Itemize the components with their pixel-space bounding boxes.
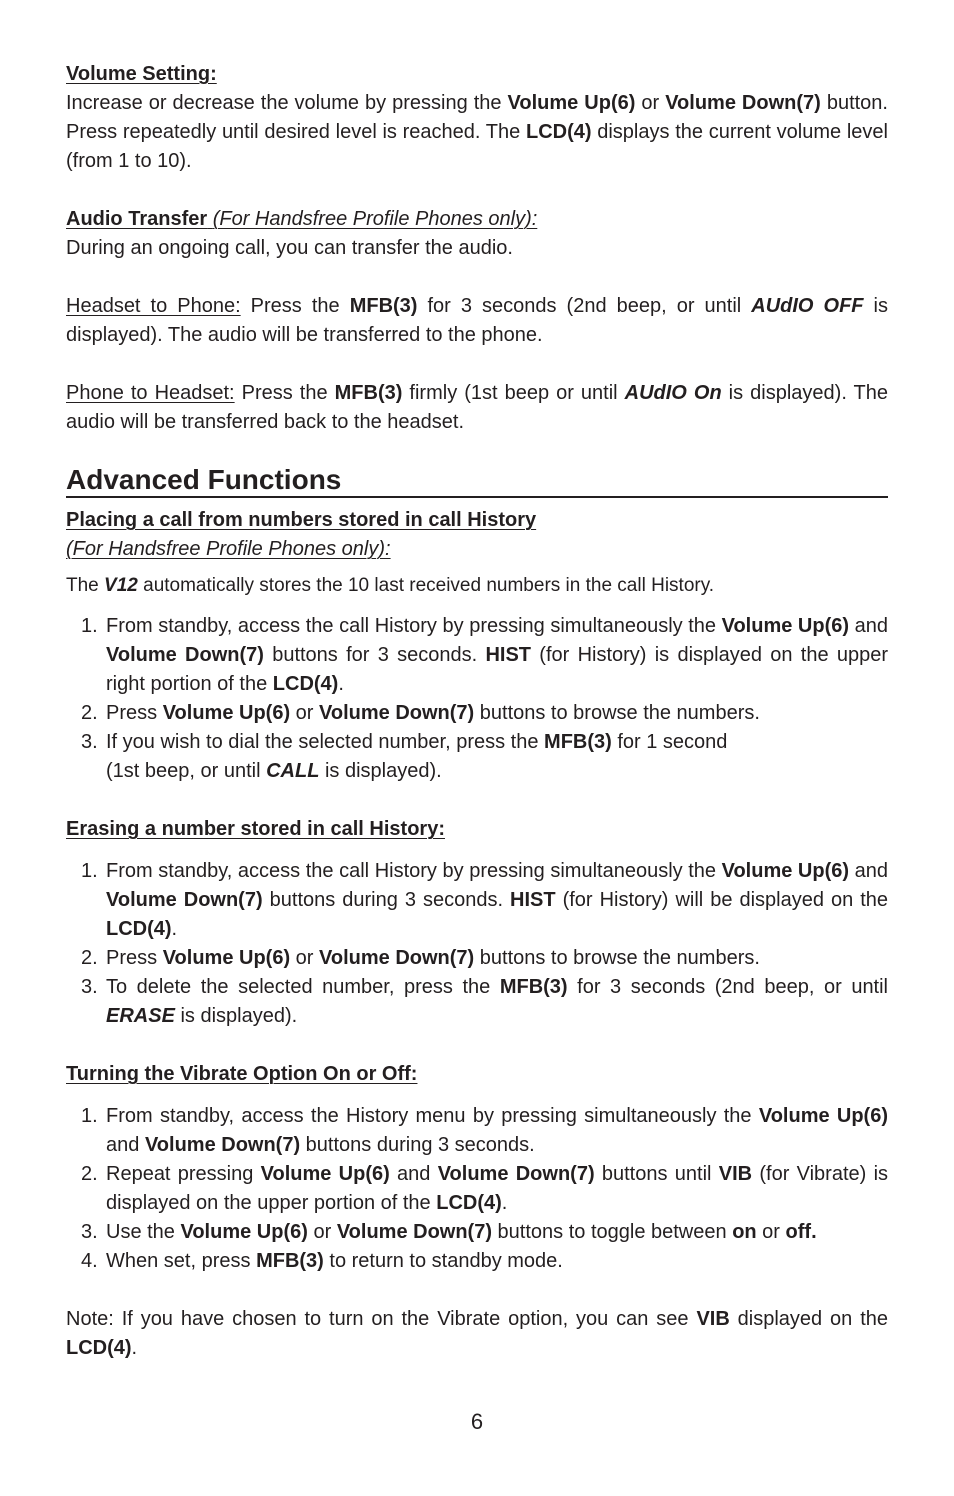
text-bold: Volume Up(6) [507, 92, 636, 114]
text: (for Vibrate) is displayed on the upper portion of the [106, 1163, 889, 1214]
text: (for History) will be displayed on the [555, 889, 889, 911]
text-bold: LCD(4) [525, 121, 592, 143]
text: From standby, access the History menu by pressing simultaneously the [106, 1105, 759, 1127]
list-item [66, 728, 888, 786]
call-history-heading: Placing a call from numbers stored in call History [66, 509, 537, 531]
text-bold: Volume Down(7) [319, 947, 475, 969]
list-item [66, 973, 888, 1031]
text-bold: Volume Up(6) [260, 1163, 390, 1185]
step-number: 3. [81, 976, 98, 998]
vibrate-steps [66, 1102, 888, 1276]
vibrate-option-section [66, 1060, 888, 1276]
text: or [756, 1221, 786, 1243]
text: (1st beep, or until [106, 760, 267, 782]
step-number: 2. [81, 1163, 98, 1185]
list-item [66, 1247, 888, 1276]
text: . [338, 673, 344, 695]
text: is displayed). [174, 1005, 298, 1027]
text: is displayed). The audio will be transferred back to the headset. [66, 382, 888, 433]
call-history-note-wrap [66, 535, 888, 564]
text: displays the current volume level (from 1 to 10). [66, 121, 888, 172]
call-history-heading-wrap [66, 506, 888, 535]
text: and [849, 860, 888, 882]
text: Press [106, 947, 163, 969]
text-bold: on [732, 1221, 757, 1243]
text-bold: LCD(4) [106, 918, 172, 940]
text: or [307, 1221, 337, 1243]
text-bold: MFB(3) [544, 731, 612, 753]
step-number: 1. [81, 860, 98, 882]
headset-to-phone-paragraph [66, 292, 888, 350]
text: buttons during 3 seconds. [262, 889, 511, 911]
text: is displayed). [319, 760, 442, 782]
text-bold: Volume Up(6) [758, 1105, 888, 1127]
call-history-steps [66, 612, 888, 786]
audio-transfer-intro: During an ongoing call, you can transfer the audio. [66, 237, 513, 259]
step-number: 4. [81, 1250, 98, 1272]
erase-number-heading: Erasing a number stored in call History: [66, 818, 445, 840]
text: From standby, access the call History by pressing simultaneously the [106, 615, 722, 637]
text: (for History) is displayed on the upper right portion of the [106, 644, 889, 695]
text: for 3 seconds (2nd beep, or until [417, 295, 752, 317]
step-number: 2. [81, 702, 98, 724]
text: To delete the selected number, press the [106, 976, 500, 998]
text: for 1 second [611, 731, 728, 753]
text: and [106, 1134, 145, 1156]
phone-to-headset-paragraph [66, 379, 888, 437]
text: and [849, 615, 888, 637]
text-bold: Volume Up(6) [721, 615, 850, 637]
text-bold: Volume Up(6) [180, 1221, 308, 1243]
text: automatically stores the 10 last received numbers in the call History. [137, 575, 715, 596]
vibrate-option-heading: Turning the Vibrate Option On or Off: [66, 1063, 418, 1085]
text: When set, press [106, 1250, 257, 1272]
volume-setting-heading: Volume Setting: [66, 63, 217, 85]
text-bold: MFB(3) [256, 1250, 324, 1272]
text-bold: HIST [485, 644, 532, 666]
text: is displayed). The audio will be transferred to the phone. [66, 295, 888, 346]
text-bold: Volume Up(6) [162, 947, 291, 969]
spacer [66, 350, 888, 379]
text-bold: LCD(4) [436, 1192, 502, 1214]
volume-setting-section [66, 60, 888, 176]
page-number: 6 [470, 1409, 484, 1434]
lcd-display-text: ERASE [106, 1005, 175, 1027]
text: or [290, 702, 320, 724]
text: Use the [106, 1221, 181, 1243]
call-history-section [66, 506, 888, 786]
spacer [66, 1031, 888, 1060]
text-bold: Volume Down(7) [106, 644, 264, 666]
text-bold: HIST [510, 889, 556, 911]
erase-number-section [66, 815, 888, 1031]
erase-steps [66, 857, 888, 1031]
text: From standby, access the call History by pressing simultaneously the [106, 860, 722, 882]
spacer [66, 263, 888, 292]
text-bold: Volume Down(7) [106, 889, 263, 911]
call-history-intro [66, 571, 888, 600]
lcd-display-text: CALL [266, 760, 320, 782]
text-bold: LCD(4) [272, 673, 339, 695]
text: buttons to browse the numbers. [474, 947, 760, 969]
text: buttons during 3 seconds. [300, 1134, 535, 1156]
text: or [635, 92, 666, 114]
text-bold: Volume Down(7) [144, 1134, 301, 1156]
text: Press the [234, 382, 335, 404]
list-item [66, 857, 888, 944]
call-history-note: (For Handsfree Profile Phones only): [66, 538, 391, 560]
list-item [66, 1218, 888, 1247]
text-bold: MFB(3) [349, 295, 418, 317]
page-content [66, 60, 888, 1363]
text: Repeat pressing [106, 1163, 261, 1185]
text-bold: MFB(3) [334, 382, 403, 404]
lcd-display-text: AUdIO OFF [751, 295, 864, 317]
text-bold: LCD(4) [66, 1337, 132, 1359]
text: for 3 seconds (2nd beep, or until [567, 976, 889, 998]
list-item [66, 1160, 888, 1218]
text: buttons to toggle between [492, 1221, 733, 1243]
spacer [66, 176, 888, 205]
advanced-functions-title: Advanced Functions [66, 464, 888, 498]
vibrate-note [66, 1305, 888, 1363]
text: . [171, 918, 178, 940]
text: Increase or decrease the volume by pressing the [66, 92, 508, 114]
step-number: 3. [81, 731, 98, 753]
text-bold: Volume Down(7) [437, 1163, 595, 1185]
step-number: 3. [81, 1221, 98, 1243]
list-item [66, 1102, 888, 1160]
text-bold: Volume Up(6) [162, 702, 291, 724]
model-name: V12 [104, 575, 138, 596]
text: If you wish to dial the selected number, press the [106, 731, 545, 753]
spacer [66, 844, 888, 857]
audio-transfer-heading: Audio Transfer [66, 208, 208, 230]
erase-heading-wrap [66, 815, 888, 844]
headset-to-phone-label: Headset to Phone: [66, 295, 241, 317]
text: button. Press repeatedly until desired level is reached. The [66, 92, 888, 143]
text: The [66, 575, 105, 596]
lcd-display-text: AUdIO On [624, 382, 722, 404]
text: displayed on the [729, 1308, 888, 1330]
text-bold: MFB(3) [499, 976, 568, 998]
text: . [501, 1192, 508, 1214]
text-bold: Volume Up(6) [721, 860, 850, 882]
text: . [131, 1337, 138, 1359]
spacer [66, 1089, 888, 1102]
text-bold: VIB [718, 1163, 753, 1185]
text-bold: Volume Down(7) [336, 1221, 492, 1243]
text-bold: off. [785, 1221, 817, 1243]
volume-setting-paragraph [66, 89, 888, 176]
audio-transfer-note: (For Handsfree Profile Phones only): [212, 208, 538, 230]
list-item [66, 944, 888, 973]
text: buttons for 3 seconds. [263, 644, 486, 666]
spacer [66, 1276, 888, 1305]
text-bold: VIB [696, 1308, 730, 1330]
step-number: 1. [81, 1105, 98, 1127]
text: or [290, 947, 320, 969]
text: buttons to browse the numbers. [474, 702, 760, 724]
spacer [66, 786, 888, 815]
list-item [66, 699, 888, 728]
audio-transfer-heading-line [66, 205, 888, 234]
list-item [66, 612, 888, 699]
text: Note: If you have chosen to turn on the Vibrate option, you can see [66, 1308, 697, 1330]
text: firmly (1st beep or until [402, 382, 625, 404]
vibrate-heading-wrap [66, 1060, 888, 1089]
text: to return to standby mode. [323, 1250, 563, 1272]
step-number: 1. [81, 615, 98, 637]
phone-to-headset-label: Phone to Headset: [66, 382, 235, 404]
text: Press the [240, 295, 350, 317]
audio-transfer-section [66, 205, 888, 437]
step-number: 2. [81, 947, 98, 969]
text: buttons until [594, 1163, 719, 1185]
text-bold: Volume Down(7) [319, 702, 475, 724]
text-bold: Volume Down(7) [665, 92, 821, 114]
text: and [389, 1163, 438, 1185]
text: Press [106, 702, 163, 724]
